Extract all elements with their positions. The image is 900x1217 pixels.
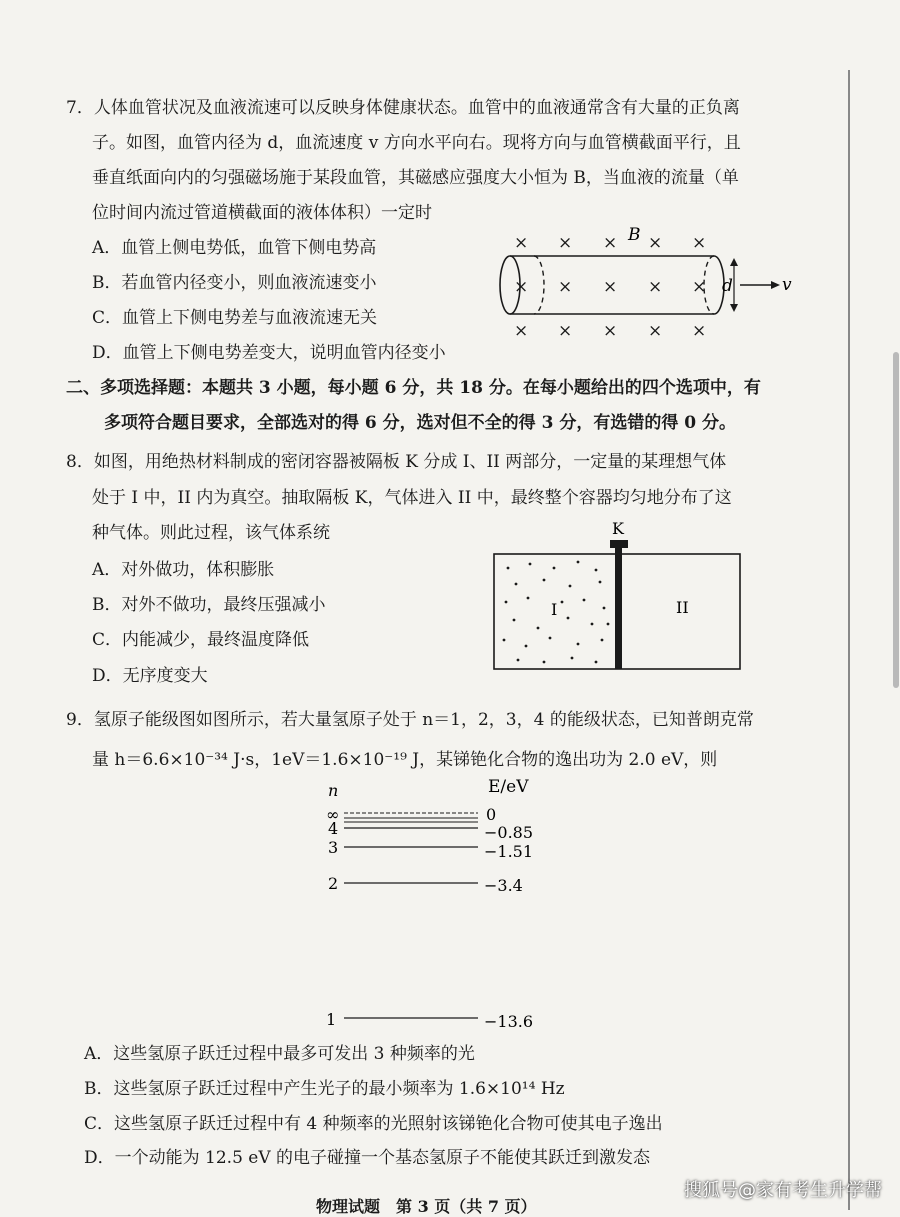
- gas-molecule-dot: [591, 623, 594, 626]
- magnetic-field-crosses: [514, 233, 706, 341]
- watermark: 搜狐号@家有考生升学帮: [684, 1180, 882, 1201]
- gas-molecule-dot: [543, 579, 546, 582]
- field-cross: ×: [603, 321, 618, 341]
- level-n-inf: ∞: [326, 805, 340, 824]
- field-cross: ×: [648, 233, 663, 253]
- q7-option-a: A．血管上侧电势低，血管下侧电势高: [92, 238, 377, 258]
- level-e-3: −1.51: [484, 842, 534, 861]
- gas-molecule-dot: [525, 645, 528, 648]
- field-label-b: B: [628, 225, 641, 245]
- gas-molecule-dot: [577, 561, 580, 564]
- field-cross: ×: [558, 233, 573, 253]
- gas-molecule-dot: [595, 661, 598, 664]
- field-cross: ×: [558, 277, 573, 297]
- field-cross: ×: [514, 277, 529, 297]
- q7-stem-line-1: 7．人体血管状况及血液流速可以反映身体健康状态。血管中的血液通常含有大量的正负离: [66, 98, 740, 118]
- gas-molecule-dot: [601, 639, 604, 642]
- region-label-ii: II: [676, 598, 689, 617]
- q8-stem-line-1: 8．如图，用绝热材料制成的密闭容器被隔板 K 分成 I、II 两部分，一定量的某理想气体: [66, 452, 727, 472]
- q8-stem-line-3: 种气体。则此过程，该气体系统: [92, 523, 330, 543]
- gas-molecule-dot: [543, 661, 546, 664]
- gas-molecule-dot: [507, 567, 510, 570]
- field-cross: ×: [692, 277, 707, 297]
- q8-stem-line-2: 处于 I 中，II 内为真空。抽取隔板 K，气体进入 II 中，最终整个容器均匀地分布了这: [92, 488, 732, 508]
- gas-molecule-dot: [527, 597, 530, 600]
- field-cross: ×: [648, 321, 663, 341]
- q9-option-c: C．这些氢原子跃迁过程中有 4 种频率的光照射该锑铯化合物可使其电子逸出: [84, 1114, 663, 1134]
- gas-molecule-dot: [571, 657, 574, 660]
- gas-molecule-dot: [553, 567, 556, 570]
- field-cross: ×: [603, 277, 618, 297]
- gas-molecule-dot: [529, 563, 532, 566]
- diameter-label-d: d: [722, 276, 733, 296]
- field-cross: ×: [514, 233, 529, 253]
- level-e-2: −3.4: [484, 876, 523, 895]
- region-label-i: I: [551, 600, 558, 619]
- level-e-4: −0.85: [484, 823, 534, 842]
- page-footer: 物理试题 第 3 页（共 7 页）: [316, 1197, 537, 1216]
- field-cross: ×: [603, 233, 618, 253]
- energy-header: E/eV: [488, 777, 529, 797]
- q7-blood-vessel-figure: [490, 222, 810, 352]
- gas-molecule-dot: [607, 623, 610, 626]
- partition-label-k: K: [612, 519, 624, 538]
- field-cross: ×: [558, 321, 573, 341]
- gas-molecule-dot: [517, 659, 520, 662]
- gas-molecule-dot: [513, 619, 516, 622]
- level-n-1: 1: [326, 1010, 337, 1029]
- level-e-inf: 0: [486, 805, 497, 824]
- velocity-label-v: v: [782, 275, 792, 295]
- q9-stem-line-1: 9．氢原子能级图如图所示，若大量氢原子处于 n＝1，2，3，4 的能级状态，已知普朗克常: [66, 710, 754, 730]
- gas-molecule-dot: [561, 601, 564, 604]
- gas-molecule-dot: [595, 569, 598, 572]
- q7-option-d: D．血管上下侧电势差变大，说明血管内径变小: [92, 343, 446, 363]
- field-cross: ×: [692, 233, 707, 253]
- gas-molecule-dot: [567, 617, 570, 620]
- q7-option-b: B．若血管内径变小，则血液流速变小: [92, 273, 377, 293]
- field-cross: ×: [692, 321, 707, 341]
- q7-stem-line-4: 位时间内流过管道横截面的液体体积）一定时: [92, 203, 432, 223]
- partition-k: [615, 548, 622, 669]
- gas-molecule-dot: [577, 643, 580, 646]
- q7-stem-line-2: 子。如图，血管内径为 d，血流速度 v 方向水平向右。现将方向与血管横截面平行，且: [92, 133, 741, 153]
- field-cross: ×: [514, 321, 529, 341]
- q8-option-c: C．内能减少，最终温度降低: [92, 630, 310, 650]
- n-header: n: [328, 781, 339, 800]
- partition-handle: [610, 540, 628, 548]
- gas-molecule-dot: [599, 581, 602, 584]
- scrollbar-thumb[interactable]: [893, 352, 899, 688]
- gas-molecule-dot: [505, 601, 508, 604]
- q8-option-a: A．对外做功，体积膨胀: [92, 560, 275, 580]
- level-n-3: 3: [328, 838, 339, 857]
- gas-molecule-dot: [583, 599, 586, 602]
- q7-stem-line-3: 垂直纸面向内的匀强磁场施于某段血管，其磁感应强度大小恒为 B，当血液的流量（单: [92, 168, 739, 188]
- gas-molecule-dot: [515, 583, 518, 586]
- level-n-4: 4: [328, 819, 339, 838]
- q9-option-d: D．一个动能为 12.5 eV 的电子碰撞一个基态氢原子不能使其跃迁到激发态: [84, 1148, 651, 1168]
- gas-molecule-dot: [569, 585, 572, 588]
- level-n-2: 2: [328, 874, 339, 893]
- q9-option-b: B．这些氢原子跃迁过程中产生光子的最小频率为 1.6×10¹⁴ Hz: [84, 1079, 565, 1099]
- q8-option-d: D．无序度变大: [92, 666, 208, 686]
- q8-container-figure: [488, 516, 748, 674]
- field-cross: ×: [648, 277, 663, 297]
- level-e-1: −13.6: [484, 1012, 534, 1031]
- section2-line-2: 多项符合题目要求，全部选对的得 6 分，选对但不全的得 3 分，有选错的得 0 分。: [104, 413, 736, 433]
- gas-molecule-dot: [549, 637, 552, 640]
- q9-option-a: A．这些氢原子跃迁过程中最多可发出 3 种频率的光: [84, 1044, 475, 1064]
- q8-option-b: B．对外不做功，最终压强减小: [92, 595, 326, 615]
- q9-stem-line-2: 量 h＝6.6×10⁻³⁴ J·s，1eV＝1.6×10⁻¹⁹ J，某锑铯化合物的逸出功为 2.0 eV，则: [92, 750, 718, 770]
- section2-line-1: 二、多项选择题：本题共 3 小题，每小题 6 分，共 18 分。在每小题给出的四个选项中，有: [66, 378, 761, 398]
- gas-molecule-dot: [503, 639, 506, 642]
- gas-molecule-dot: [537, 627, 540, 630]
- gas-molecule-dot: [603, 607, 606, 610]
- q9-energy-level-diagram: [318, 770, 578, 1035]
- page-edge-rule: [848, 70, 850, 1210]
- q7-option-c: C．血管上下侧电势差与血液流速无关: [92, 308, 378, 328]
